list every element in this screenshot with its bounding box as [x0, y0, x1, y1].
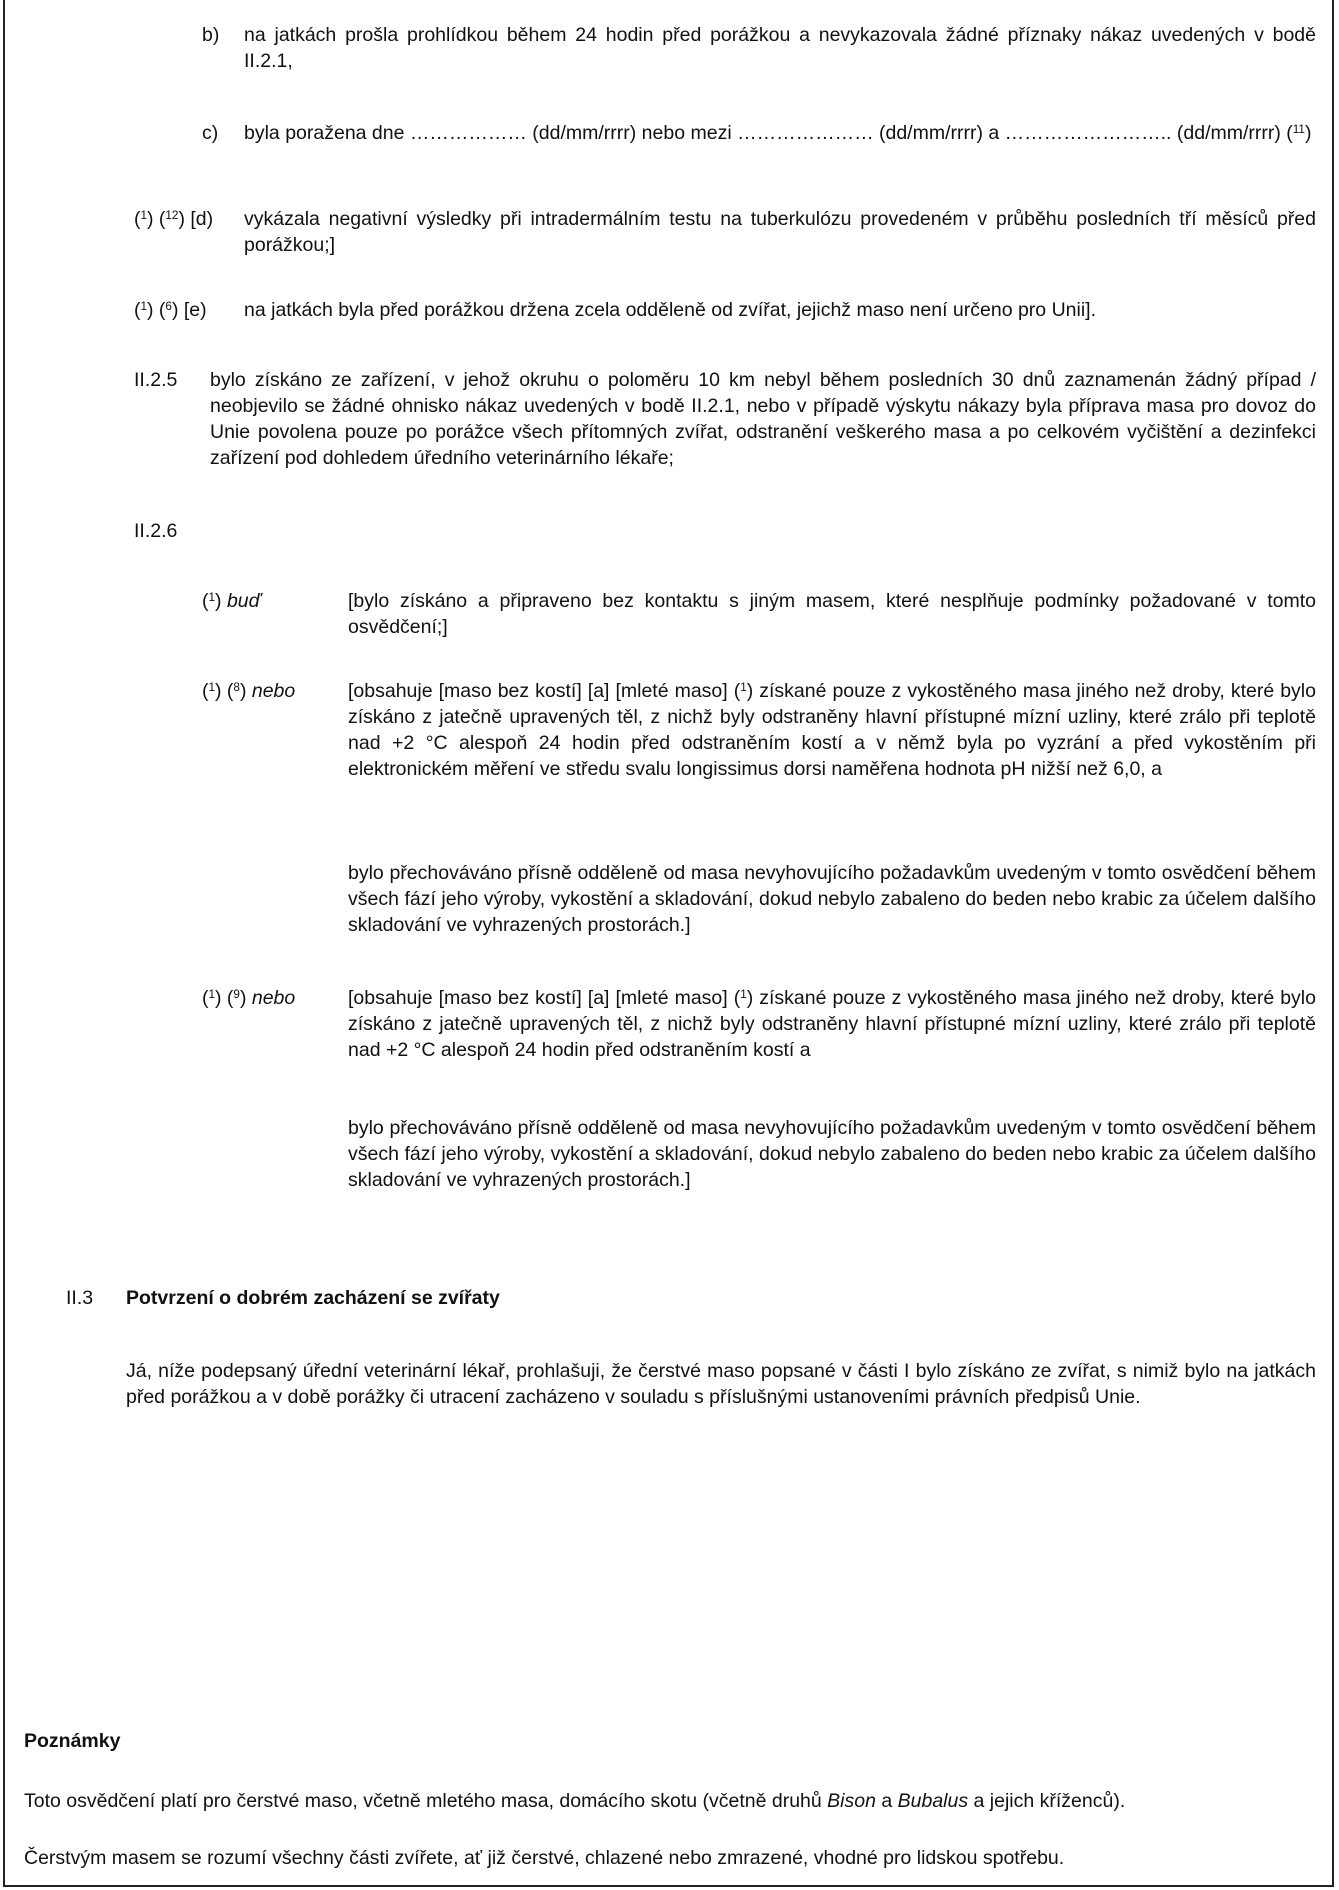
- either-label: ($^1$) buď: [202, 590, 261, 612]
- footnote-ref: 1: [740, 680, 747, 694]
- footnote-ref: 12: [165, 208, 179, 222]
- footnote-ref: 11: [1292, 122, 1305, 136]
- footnote-ref: 1: [140, 299, 148, 313]
- notes-heading: Poznámky: [24, 1730, 121, 1752]
- section-text-ii3: Já, níže podepsaný úřední veterinární lékař, prohlašuji, že čerstvé maso popsané v části I bylo získáno ze zvířat, s nimiž bylo na jatkách před porážkou a v době porážky či utracení zacházeno v souladu s příslušnými ustanoveními právních předpisů Unie.: [126, 1360, 1316, 1408]
- section-number-ii3: II.3: [66, 1287, 94, 1309]
- item-b-text: na jatkách prošla prohlídkou během 24 hodin před porážkou a nevykazovala žádné příznaky nákaz uvedených v bodě II.2.1,: [244, 24, 1316, 72]
- footnote-ref: 8: [233, 680, 240, 694]
- or1-text: [obsahuje [maso bez kostí] [a] [mleté maso] ($^1$) získané pouze z vykostěného masa jiného než droby, které bylo získáno z jatečně upravených těl, z nichž byly odstraněny hlavní přístupné mízní uzliny, které zrálo při teplotě nad +2 °C alespoň 24 hodin před odstraněním kostí a v němž byla po vyzrání a před vykostěním při elektronickém měření ve středu svalu longissimus dorsi naměřena hodnota pH nižší než 6,0, a: [348, 680, 1316, 780]
- item-b-label: b): [202, 24, 220, 46]
- footnote-ref: 6: [165, 299, 172, 313]
- item-c-text: byla poražena dne ……………… (dd/mm/rrrr) nebo mezi ………………… (dd/mm/rrrr) a …………………….. (dd/mm/rrrr) ($^{11}$): [244, 122, 1312, 144]
- item-c-label: c): [202, 122, 219, 144]
- section-number-ii25: II.2.5: [134, 369, 178, 391]
- section-text-ii25: bylo získáno ze zařízení, v jehož okruhu o poloměru 10 km nebyl během posledních 30 dnů zaznamenán žádný případ / neobjevilo se žádné ohnisko nákaz uvedených v bodě II.2.1, nebo v případě výskytu nákazy byla příprava masa pro dovoz do Unie povolena pouze po porážce všech přítomných zvířat, odstranění veškerého masa a po celkovém vyčištění a dezinfekci zařízení pod dohledem úředního veterinárního lékaře;: [210, 369, 1316, 469]
- item-e-text: na jatkách byla před porážkou držena zcela odděleně od zvířat, jejichž maso není určeno pro Unii].: [244, 299, 1096, 321]
- or2-text-2: bylo přechováváno přísně odděleně od masa nevyhovujícího požadavkům uvedeným v tomto osvědčení během všech fází jeho výroby, vykostění a skladování, dokud nebylo zabaleno do beden nebo krabic za účelem dalšího skladování ve vyhrazených prostorách.]: [348, 1117, 1316, 1191]
- notes-line-1: Toto osvědčení platí pro čerstvé maso, včetně mletého masa, domácího skotu (včetně druhů Bison a Bubalus a jejich kříženců).: [24, 1790, 1126, 1812]
- footnote-ref: 1: [208, 987, 216, 1001]
- section-heading-ii3: Potvrzení o dobrém zacházení se zvířaty: [126, 1287, 500, 1309]
- or1-label: ($^1$) ($^8$) nebo: [202, 680, 296, 702]
- item-d-text: vykázala negativní výsledky při intradermálním testu na tuberkulózu provedeném v průběhu posledních tří měsíců před porážkou;]: [244, 208, 1316, 256]
- footnote-ref: 9: [233, 987, 240, 1001]
- either-text: [bylo získáno a připraveno bez kontaktu s jiným masem, které nesplňuje podmínky požadované v tomto osvědčení;]: [348, 590, 1316, 638]
- or2-text: [obsahuje [maso bez kostí] [a] [mleté maso] ($^1$) získané pouze z vykostěného masa jiného než droby, které bylo získáno z jatečně upravených těl, z nichž byly odstraněny hlavní přístupné mízní uzliny, které zrálo při teplotě nad +2 °C alespoň 24 hodin před odstraněním kostí a: [348, 987, 1316, 1061]
- page-frame: [3, 0, 1334, 1887]
- footnote-ref: 1: [208, 680, 216, 694]
- footnote-ref: 1: [140, 208, 148, 222]
- notes-line-2: Čerstvým masem se rozumí všechny části zvířete, ať již čerstvé, chlazené nebo zmrazené, vhodné pro lidskou spotřebu.: [24, 1847, 1065, 1869]
- or2-label: ($^1$) ($^9$) nebo: [202, 987, 296, 1009]
- item-d-label: ($^1$) ($^{12}$) [d): [134, 208, 214, 230]
- section-number-ii26: II.2.6: [134, 520, 178, 542]
- item-e-label: ($^1$) ($^6$) [e): [134, 299, 207, 321]
- or1-text-2: bylo přechováváno přísně odděleně od masa nevyhovujícího požadavkům uvedeným v tomto osvědčení během všech fází jeho výroby, vykostění a skladování, dokud nebylo zabaleno do beden nebo krabic za účelem dalšího skladování ve vyhrazených prostorách.]: [348, 862, 1316, 936]
- footnote-ref: 1: [208, 590, 216, 604]
- footnote-ref: 1: [740, 987, 747, 1001]
